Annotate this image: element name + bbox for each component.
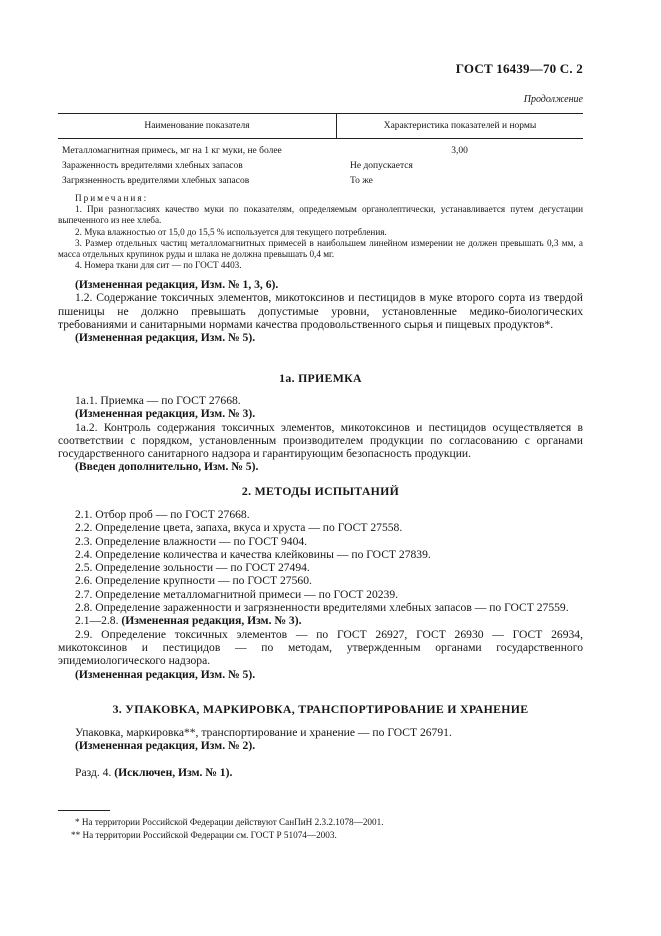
change-note: (Измененная редакция, Изм. № 5). <box>75 331 256 345</box>
footnote-2: ** На территории Российской Федерации см. ГОСТ Р 51074—2003. <box>71 830 337 840</box>
table-cell-value: Не допускается <box>350 160 413 171</box>
list-item: 2.7. Определение металломагнитной примеси — по ГОСТ 20239. <box>75 587 399 601</box>
table-header-indicator: Наименование показателя <box>58 114 337 138</box>
table-row <box>58 143 583 158</box>
paragraph-packaging: Упаковка, маркировка**, транспортирование и хранение — по ГОСТ 26791. <box>75 726 452 739</box>
table-row <box>58 173 583 188</box>
note-item: 2. Мука влажностью от 15,0 до 15,5 % используется для текущего потребления. <box>75 226 387 237</box>
table-header-row <box>58 114 583 139</box>
list-item: 2.8. Определение зараженности и загрязненности вредителями хлебных запасов — по ГОСТ 27559. <box>75 601 569 615</box>
section-4-excluded: (Исключен, Изм. № 1). <box>114 765 233 779</box>
indicators-table <box>58 113 583 188</box>
section-2 <box>58 508 583 681</box>
table-cell-value: То же <box>350 175 373 186</box>
change-note: (Измененная редакция, Изм. № 1, 3, 6). <box>75 278 279 291</box>
change-note: (Измененная редакция, Изм. № 2). <box>75 739 256 753</box>
table-header-norm: Характеристика показателей и нормы <box>383 121 537 131</box>
footnote-rule <box>58 810 110 811</box>
range-prefix: 2.1—2.8. <box>75 614 122 628</box>
range-change-line <box>58 614 583 627</box>
change-note: (Измененная редакция, Изм. № 3). <box>121 614 302 628</box>
list-item: 2.6. Определение крупности — по ГОСТ 27560. <box>75 574 312 588</box>
section-3 <box>58 726 583 779</box>
note-item: 1. При разногласиях качество муки по показателям, определяемым органолептически, устанавливается путем дегустации выпеченного из нее хлеба. <box>58 204 583 226</box>
table-cell-name: Загрязненность вредителями хлебных запасов <box>62 175 250 186</box>
continuation-label: Продолжение <box>523 94 583 105</box>
paragraph-1-2: 1.2. Содержание токсичных элементов, микотоксинов и пестицидов в муке второго сорта из твердой пшеницы не должно превышать допустимые уровни, установленные медико-биологических требованиями и санитарными нормами качества продовольственного сырья и пищевых продуктов*. <box>58 291 583 331</box>
paragraph-1a-1: 1а.1. Приемка — по ГОСТ 27668. <box>75 394 241 407</box>
heading-packaging: 3. УПАКОВКА, МАРКИРОВКА, ТРАНСПОРТИРОВАНИЕ И ХРАНЕНИЕ <box>112 702 529 716</box>
notes-title: Примечания: <box>75 193 149 203</box>
notes-block <box>58 193 583 271</box>
page-header: ГОСТ 16439—70 С. 2 <box>455 61 583 76</box>
section-1a <box>58 394 583 474</box>
heading-test-methods: 2. МЕТОДЫ ИСПЫТАНИЙ <box>241 484 400 498</box>
note-item: 4. Номера ткани для сит — по ГОСТ 4403. <box>75 260 242 271</box>
list-item: 2.1. Отбор проб — по ГОСТ 27668. <box>75 508 250 521</box>
section-4-line <box>58 766 583 779</box>
paragraph-1a-2: 1а.2. Контроль содержания токсичных элементов, микотоксинов и пестицидов осуществляется в соответствии с порядком, установленным производителем продукции по согласованию с органами государственного санитарного надзора и гарантирующим безопасность продукции. <box>58 420 583 461</box>
change-note: (Измененная редакция, Изм. № 5). <box>75 667 256 681</box>
table-cell-value: 3,00 <box>451 145 468 156</box>
note-item: 3. Размер отдельных частиц металломагнитных примесей в наибольшем линейном измерении не должен превышать 0,3 мм, а масса отдельных крупинок руды и шлака не должна превышать 0,4 мг. <box>58 237 583 260</box>
paragraph-2-9: 2.9. Определение токсичных элементов — по ГОСТ 26927, ГОСТ 26930 — ГОСТ 26934, микотоксинов и пестицидов — по методам, утвержденным органами государственного эпидемиологического надзора. <box>58 627 583 668</box>
change-note: (Измененная редакция, Изм. № 3). <box>75 407 256 421</box>
list-item: 2.3. Определение влажности — по ГОСТ 9404. <box>75 534 308 548</box>
table-row <box>58 158 583 173</box>
list-item: 2.4. Определение количества и качества клейковины — по ГОСТ 27839. <box>75 547 431 561</box>
footnote-1: * На территории Российской Федерации действуют СанПиН 2.3.2.1078—2001. <box>75 817 384 827</box>
table-cell-name: Металломагнитная примесь, мг на 1 кг муки, не более <box>62 145 282 156</box>
heading-acceptance: 1а. ПРИЕМКА <box>279 371 362 385</box>
section-1-tail <box>58 278 583 344</box>
table-cell-name: Зараженность вредителями хлебных запасов <box>62 160 243 171</box>
list-item: 2.5. Определение зольности — по ГОСТ 27494. <box>75 561 310 575</box>
change-note: (Введен дополнительно, Изм. № 5). <box>75 460 259 474</box>
section-4-prefix: Разд. 4. <box>75 765 115 779</box>
list-item: 2.2. Определение цвета, запаха, вкуса и хруста — по ГОСТ 27558. <box>75 521 403 535</box>
